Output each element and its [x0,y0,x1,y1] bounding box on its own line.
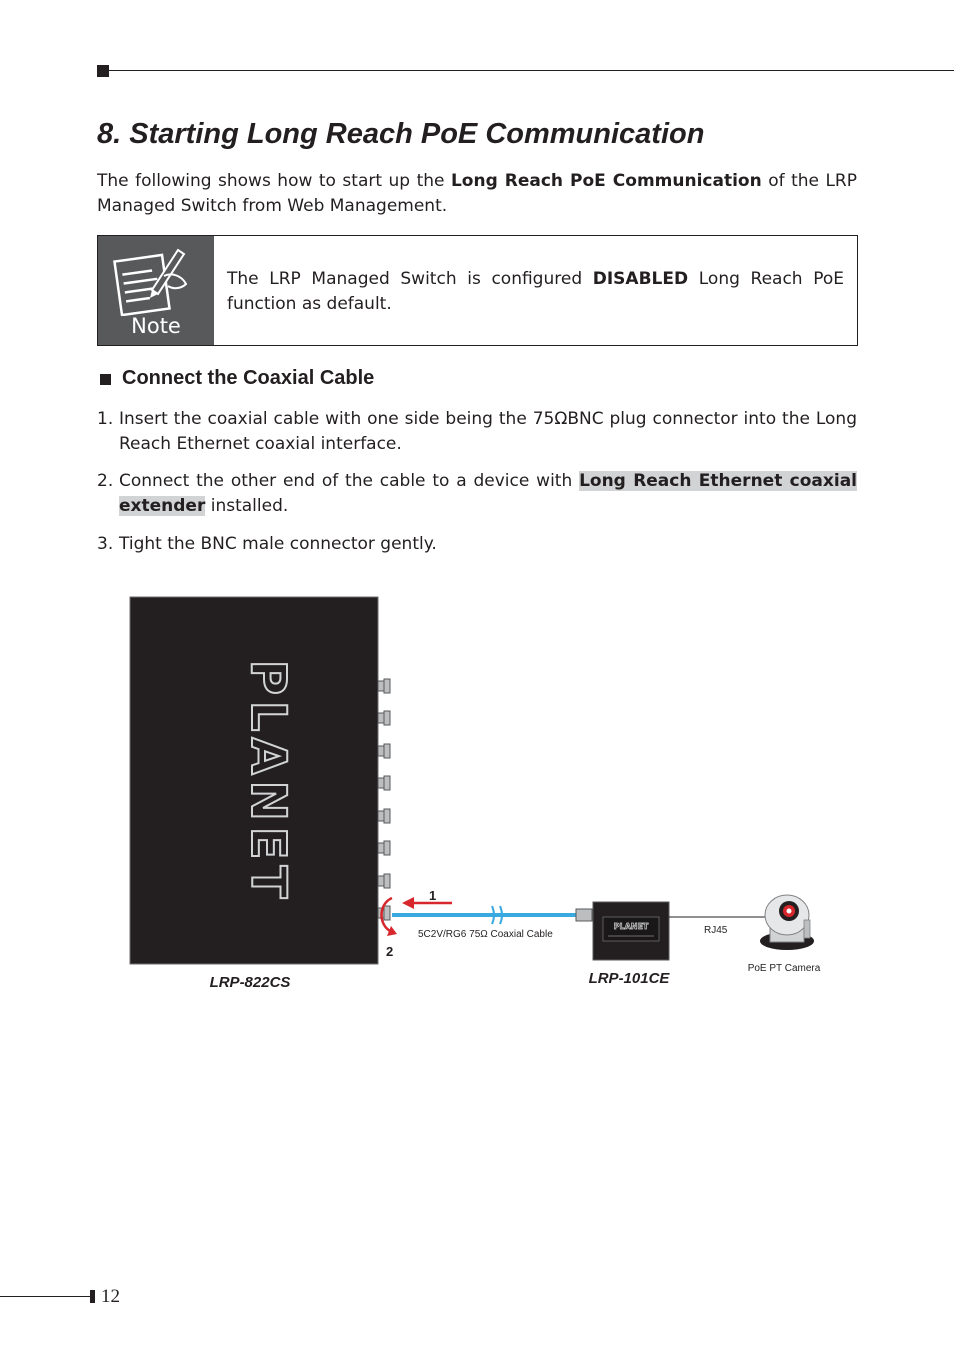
step-number: 1. [97,409,114,429]
note-text-pre: The LRP Managed Switch is configured [227,269,593,289]
note-label: Note [131,314,181,338]
cable-label: 5C2V/RG6 75Ω Coaxial Cable [418,929,553,940]
extender-model-label: LRP-101CE [588,970,670,987]
section-bullet-icon [100,374,111,385]
note-text-bold: DISABLED [592,269,689,289]
note-icon-panel [98,236,214,345]
camera-label: PoE PT Camera [747,963,821,974]
highlighted-term: Long Reach Ethernet coaxial extender [119,471,857,516]
bnc-port [378,874,390,888]
footer-rule [0,1296,90,1297]
switch-brand-logo: PLANET [240,659,296,905]
intro-text-post: of the LRP Managed Switch from Web Management. [97,171,857,216]
cable-bnc-connector [576,909,592,921]
step-item [97,407,857,457]
step-text: Insert the coaxial cable with one side being the 75ΩBNC plug connector into the Long Reach Ethernet coaxial interface. [119,409,857,454]
footer-marker [90,1290,95,1303]
intro-text-pre: The following shows how to start up the [97,171,451,191]
intro-paragraph [97,169,857,219]
step-marker-2: 2 [386,944,394,959]
push-arrow-head [402,897,414,909]
bnc-port [378,679,390,693]
step-number: 3. [97,534,114,554]
step-item [97,532,857,557]
bnc-port [378,841,390,855]
bnc-port [378,711,390,725]
section-heading: Connect the Coaxial Cable [122,367,375,389]
note-text-post: Long Reach PoE function as default. [227,269,844,314]
bnc-port [378,776,390,790]
rj45-label: RJ45 [704,925,728,936]
header-square-marker [97,65,109,77]
page-number: 12 [101,1286,120,1307]
note-pencil-icon [112,246,200,316]
bnc-ports [378,679,390,920]
note-box [97,235,858,346]
step-marker-1: 1 [429,888,437,903]
switch-model-label: LRP-822CS [209,974,291,991]
extender-brand-logo: PLANET [613,922,649,931]
bnc-port [378,809,390,823]
bnc-port [378,906,390,920]
step-number: 2. [97,471,114,491]
header-rule [109,70,954,71]
page-title: 8. Starting Long Reach PoE Communication [97,118,705,150]
step-text: Tight the BNC male connector gently. [119,534,437,554]
step-text [119,469,857,519]
step-text-pre: Connect the other end of the cable to a device with [119,471,580,491]
intro-text-bold: Long Reach PoE Communication [450,171,762,191]
note-text [227,267,844,317]
connection-diagram [0,560,954,1020]
bnc-port [378,744,390,758]
ptz-camera-icon [760,895,814,950]
step-item [97,469,857,519]
step-text-post: installed. [205,496,289,516]
